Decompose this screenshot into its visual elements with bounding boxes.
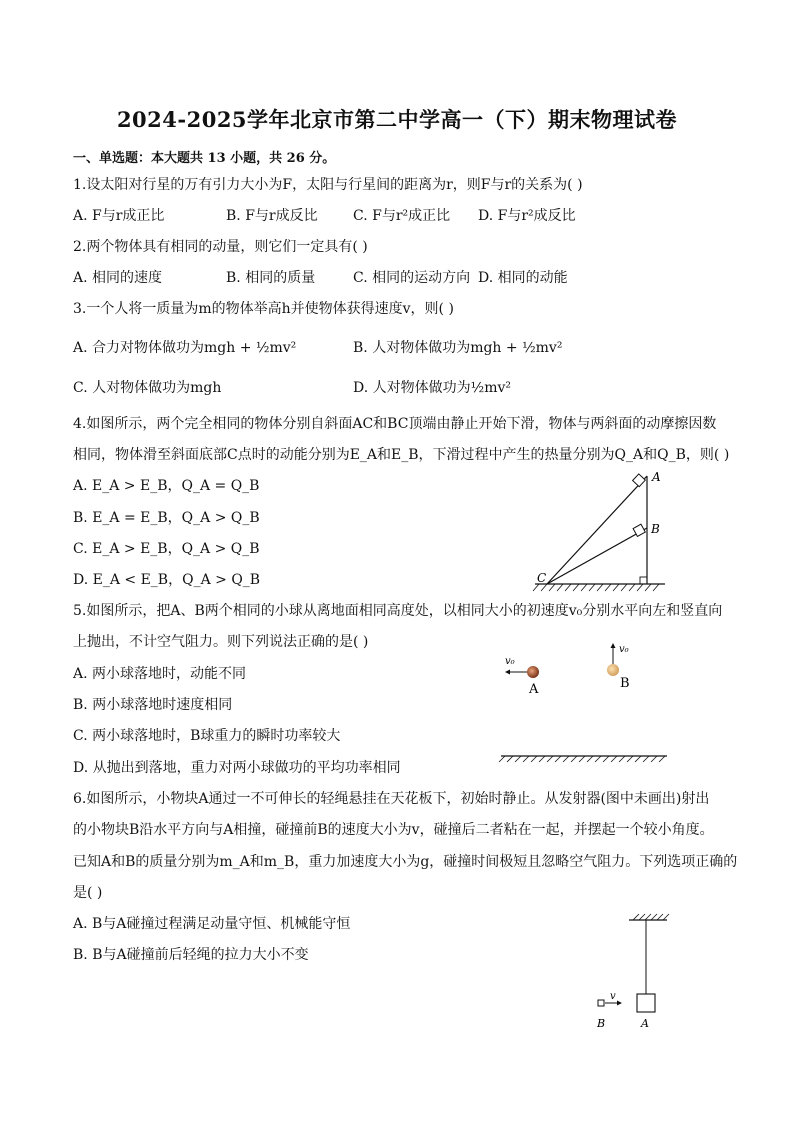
q2-option-a: A. 相同的速度 bbox=[73, 270, 163, 286]
question-4-stem-line1: 4.如图所示，两个完全相同的物体分别自斜面AC和BC顶端由静止开始下滑，物体与两斜面的动摩擦因数 bbox=[73, 416, 717, 432]
q1-option-d: D. F与r²成反比 bbox=[478, 208, 576, 224]
question-4-stem-line2: 相同，物体滑至斜面底部C点时的动能分别为E_A和E_B，下滑过程中产生的热量分别为Q_A和Q_B，则( ) bbox=[73, 447, 730, 463]
q2-option-b: B. 相同的质量 bbox=[226, 270, 316, 286]
q4-option-c: C. E_A > E_B，Q_A > Q_B bbox=[73, 541, 260, 557]
ball-b bbox=[607, 664, 619, 676]
q3-option-a: A. 合力对物体做功为mgh + ½mv² bbox=[73, 340, 297, 356]
q5-option-b: B. 两小球落地时速度相同 bbox=[73, 697, 233, 713]
q6-pendulum-figure bbox=[585, 910, 675, 1035]
question-1-stem: 1.设太阳对行星的万有引力大小为F，太阳与行星间的距离为r，则F与r的关系为( ) bbox=[73, 177, 583, 193]
ball-b-label: B bbox=[620, 676, 630, 691]
q2-option-c: C. 相同的运动方向 bbox=[353, 270, 471, 286]
q1-option-a: A. F与r成正比 bbox=[73, 208, 165, 224]
question-2-stem: 2.两个物体具有相同的动量，则它们一定具有( ) bbox=[73, 239, 368, 255]
q1-option-b: B. F与r成反比 bbox=[226, 208, 318, 224]
incline-bc bbox=[547, 528, 647, 584]
q4-option-b: B. E_A = E_B，Q_A > Q_B bbox=[73, 510, 260, 526]
ball-a bbox=[527, 666, 539, 678]
v0-label-a: v₀ bbox=[505, 656, 515, 667]
ball-a-label: A bbox=[529, 682, 539, 697]
block-b-label: B bbox=[597, 1017, 606, 1030]
q4-incline-figure bbox=[525, 466, 675, 596]
q4-option-d: D. E_A < E_B，Q_A > Q_B bbox=[73, 572, 261, 588]
block-b bbox=[598, 1000, 604, 1006]
v0-label-b: v₀ bbox=[619, 644, 629, 655]
section-heading: 一、单选题：本大题共 13 小题，共 26 分。 bbox=[73, 151, 336, 166]
question-6-stem-line4: 是( ) bbox=[73, 885, 103, 901]
q6-option-a: A. B与A碰撞过程满足动量守恒、机械能守恒 bbox=[73, 916, 351, 932]
question-6-stem-line3: 已知A和B的质量分别为m_A和m_B，重力加速度大小为g，碰撞时间极短且忽略空气阻力。下列选项正确的 bbox=[73, 854, 738, 870]
question-5-stem-line2: 上抛出，不计空气阻力。则下列说法正确的是( ) bbox=[73, 634, 369, 650]
q3-option-c: C. 人对物体做功为mgh bbox=[73, 380, 222, 396]
q4-option-a: A. E_A > E_B，Q_A = Q_B bbox=[73, 478, 260, 494]
question-6-stem-line2: 的小物块B沿水平方向与A相撞，碰撞前B的速度大小为v，碰撞后二者粘在一起，并摆起一个较小角度。 bbox=[73, 822, 714, 838]
label-a: A bbox=[652, 470, 661, 484]
q2-option-d: D. 相同的动能 bbox=[478, 270, 568, 286]
page-title: 2024-2025学年北京市第二中学高一（下）期末物理试卷 bbox=[116, 107, 678, 132]
question-5-stem-line1: 5.如图所示，把A、B两个相同的小球从离地面相同高度处，以相同大小的初速度v₀分别水平向左和竖直向 bbox=[73, 603, 723, 619]
question-6-stem-line1: 6.如图所示，小物块A通过一不可伸长的轻绳悬挂在天花板下，初始时静止。从发射器(图中未画出)射出 bbox=[73, 791, 710, 807]
q3-option-d: D. 人对物体做功为½mv² bbox=[353, 380, 511, 396]
velocity-label: v bbox=[610, 991, 616, 1002]
q5-option-a: A. 两小球落地时，动能不同 bbox=[73, 666, 247, 682]
q5-option-d: D. 从抛出到落地，重力对两小球做功的平均功率相同 bbox=[73, 760, 401, 776]
block-a-label: A bbox=[641, 1017, 649, 1030]
q1-option-c: C. F与r²成正比 bbox=[353, 208, 451, 224]
block-a bbox=[637, 994, 655, 1012]
incline-ac bbox=[547, 476, 647, 584]
label-b: B bbox=[651, 522, 660, 536]
q6-option-b: B. B与A碰撞前后轻绳的拉力大小不变 bbox=[73, 947, 309, 963]
q5-option-c: C. 两小球落地时，B球重力的瞬时功率较大 bbox=[73, 728, 341, 744]
question-3-stem: 3.一个人将一质量为m的物体举高h并使物体获得速度v，则( ) bbox=[73, 301, 454, 317]
block-a bbox=[633, 474, 646, 487]
q3-option-b: B. 人对物体做功为mgh + ½mv² bbox=[353, 340, 563, 356]
q5-projectile-figure bbox=[495, 638, 675, 768]
label-c: C bbox=[537, 571, 547, 585]
